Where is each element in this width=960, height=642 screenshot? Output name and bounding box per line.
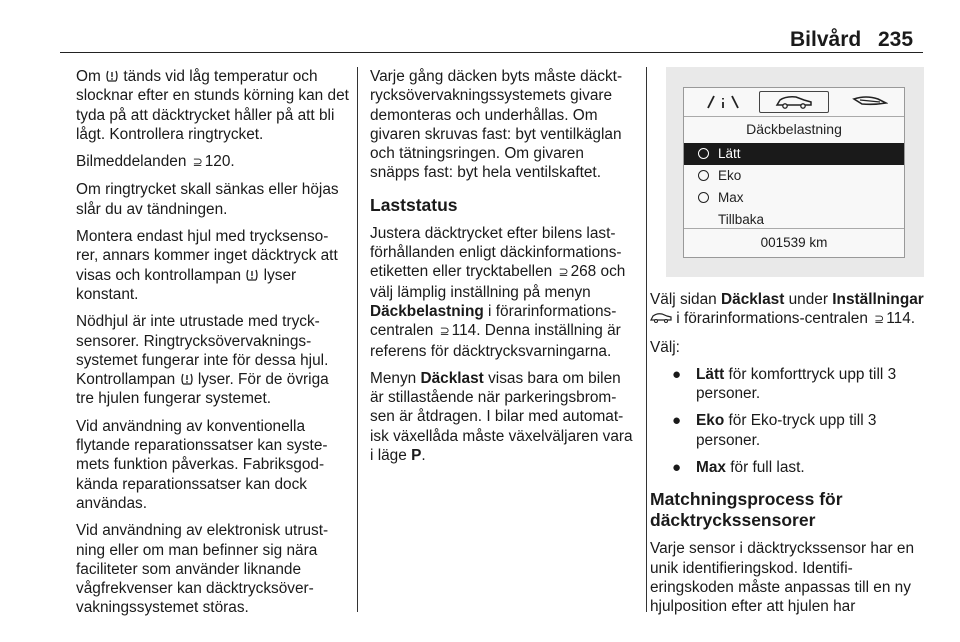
eco-info-icon bbox=[852, 95, 888, 109]
page-reference-icon: ⊇ bbox=[192, 155, 203, 170]
bullet-icon: ● bbox=[672, 365, 682, 383]
page-reference-icon: ⊇ bbox=[558, 265, 569, 280]
page-header-title: Bilvård bbox=[790, 28, 862, 51]
paragraph: Om ringtrycket skall sänkas eller höjas slår du av tändningen. bbox=[76, 181, 339, 218]
list-item: ● Eko för Eko-tryck upp till 3 personer. bbox=[672, 412, 877, 449]
tire-pressure-warning-icon bbox=[180, 372, 194, 386]
paragraph: Nödhjul är inte utrustade med tryck-sensorer. Ringtrycksövervaknings-systemet fungerar inte för dessa hjul. Kontrollampan lyser. För de övriga tre hjulen fungerar systemet. bbox=[76, 313, 329, 408]
paragraph: Justera däcktrycket efter bilens last-förhållanden enligt däckinformations-etiketten eller trycktabellen ⊇ 268 och välj lämplig inställning på menyn Däckbelastning i förarinformations-centralen ⊇ 114. Denna inställning är referens för däcktrycksvarningarna. bbox=[370, 224, 626, 360]
column-middle bbox=[370, 67, 636, 473]
tire-pressure-warning-icon bbox=[245, 268, 259, 282]
display-option-item[interactable] bbox=[684, 143, 904, 165]
list-item: ● Lätt för komforttryck upp till 3 personer. bbox=[672, 365, 897, 403]
display-option-item[interactable] bbox=[684, 187, 904, 209]
paragraph: Vid användning av konventionella flytande reparationssatser kan syste-mets funktion påverkas. Fabriksgod-kända reparationssatser kan dock användas. bbox=[76, 417, 328, 512]
trip-info-icon bbox=[706, 94, 740, 110]
column-divider-1 bbox=[357, 67, 358, 612]
radio-circle-icon bbox=[698, 170, 709, 181]
paragraph: Menyn Däcklast visas bara om bilen är stillastående när parkeringsbrom-sen är åtdragen. I bilar med automat-isk växellåda måste växelväljaren vara i läge P. bbox=[370, 369, 633, 465]
radio-circle-icon bbox=[698, 148, 709, 159]
radio-circle-icon bbox=[698, 192, 709, 203]
section-heading: Laststatus bbox=[370, 194, 458, 215]
page-reference-icon: ⊇ bbox=[874, 312, 885, 327]
page-number: 235 bbox=[878, 28, 914, 51]
bullet-icon: ● bbox=[672, 412, 682, 430]
car-settings-icon bbox=[774, 95, 814, 109]
column-right bbox=[650, 290, 925, 625]
display-option-label: Max bbox=[718, 190, 744, 205]
tire-pressure-warning-icon bbox=[105, 69, 119, 83]
display-menu-title: Däckbelastning bbox=[746, 121, 842, 137]
option-list bbox=[650, 365, 925, 477]
display-option-label: Lätt bbox=[718, 146, 741, 161]
header-rule bbox=[60, 52, 923, 53]
display-figure bbox=[666, 67, 924, 277]
paragraph: Varje sensor i däcktryckssensor har en unik identifieringskod. Identifi-eringskoden måste anpassas till en ny hjulposition efter att hjulen har bbox=[650, 540, 915, 616]
display-option-label: Eko bbox=[718, 168, 742, 183]
car-settings-icon bbox=[650, 312, 672, 324]
bullet-icon: ● bbox=[672, 459, 682, 477]
list-item: ● Max för full last. bbox=[672, 459, 805, 477]
paragraph: Varje gång däcken byts måste däckt-rycksövervakningssystemets givare demonteras och underhållas. Om givaren skruvas fast: byt ventilkäglan och tätningsringen. Om givaren snäpps fast: byt hela ventilskaftet. bbox=[370, 68, 623, 182]
paragraph: Om tänds vid låg temperatur och slocknar efter en stunds körning kan det tyda på att däcktrycket håller på att bli lågt. Kontrollera ringtrycket. bbox=[76, 68, 349, 143]
paragraph: Välj sidan Däcklast under Inställningar i förarinformations-centralen ⊇ 114. bbox=[650, 290, 925, 330]
column-left bbox=[76, 67, 350, 626]
display-back-item[interactable]: Tillbaka bbox=[718, 212, 765, 227]
paragraph: Välj: bbox=[650, 338, 680, 356]
odometer-readout: 001539 km bbox=[684, 228, 904, 259]
paragraph: Vid användning av elektronisk utrust-ning eller om man befinner sig nära faciliteter som använder liknande vågfrekvenser kan däcktrycksöver-vakningssystemet störas. bbox=[76, 522, 329, 617]
info-display-screen bbox=[683, 87, 905, 258]
page-reference-icon: ⊇ bbox=[439, 324, 450, 339]
paragraph: Montera endast hjul med trycksenso-rer, annars kommer inget däcktryck att visas och kontrollampan lyser konstant. bbox=[76, 228, 338, 303]
paragraph: Bilmeddelanden ⊇ 120. bbox=[76, 152, 350, 172]
display-option-item[interactable] bbox=[684, 165, 904, 187]
column-divider-2 bbox=[646, 67, 647, 612]
section-heading: Matchningsprocess för däcktryckssensorer bbox=[650, 489, 843, 531]
display-tabs bbox=[684, 88, 904, 117]
